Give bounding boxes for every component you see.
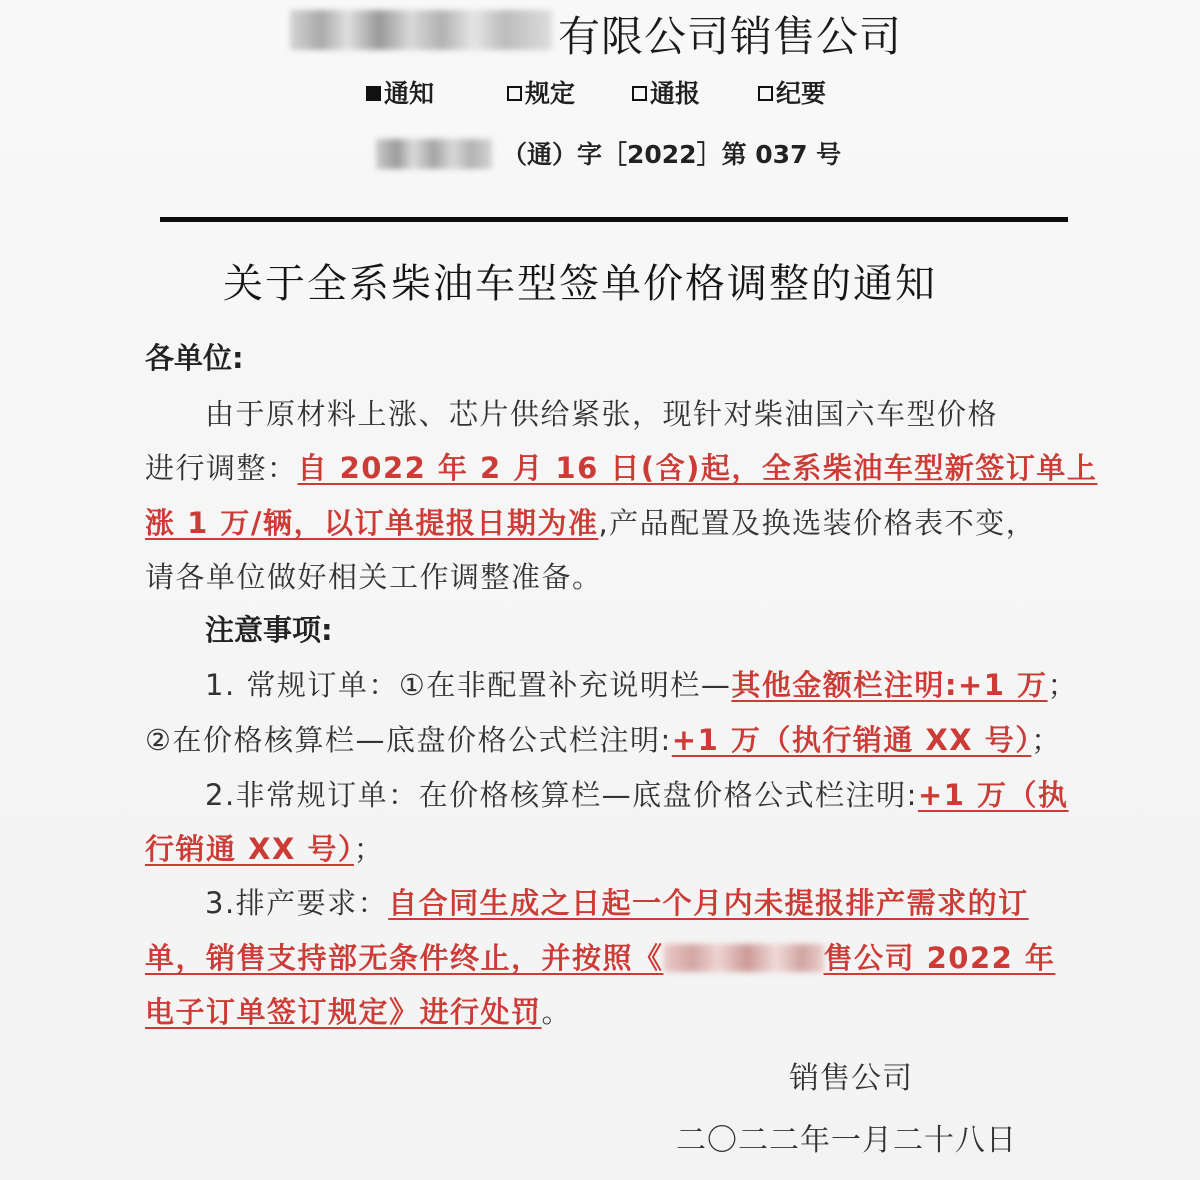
highlighted-text: 自合同生成之日起一个月内未提报排产需求的订 xyxy=(388,886,1029,920)
body-text: ； xyxy=(353,832,385,866)
highlighted-text: +1 万（执行销通 XX 号） xyxy=(671,723,1032,757)
redacted-company-prefix xyxy=(290,10,552,50)
checked-box-icon xyxy=(366,86,381,101)
header-divider xyxy=(160,217,1068,222)
note-item-3 xyxy=(205,881,1029,922)
highlighted-text: 单，销售支持部无条件终止，并按照《 xyxy=(145,941,664,975)
body-text: 1. 常规订单：①在非配置补充说明栏— xyxy=(205,668,732,702)
note-item-3-cont xyxy=(145,936,1055,977)
body-line-4 xyxy=(145,555,603,596)
notes-heading: 注意事项: xyxy=(205,613,333,647)
unchecked-box-icon xyxy=(632,86,647,101)
doc-type-bulletin xyxy=(632,74,700,110)
note-item-2 xyxy=(205,773,1069,814)
redacted-docno-prefix xyxy=(376,139,492,169)
note-item-1b xyxy=(145,718,1062,759)
unchecked-box-icon xyxy=(507,86,522,101)
signature-org: 销售公司 xyxy=(789,1061,913,1096)
body-text: ②在价格核算栏—底盘价格公式栏注明: xyxy=(145,723,672,757)
doc-type-label: 纪要 xyxy=(776,79,827,108)
doc-type-label: 规定 xyxy=(525,79,576,108)
body-line-3 xyxy=(145,501,1036,542)
highlighted-text: +1 万（执 xyxy=(917,778,1069,812)
body-line-2 xyxy=(145,446,1097,487)
highlighted-text: 电子订单签订规定》进行处罚 xyxy=(145,995,542,1029)
highlighted-text: 涨 1 万/辆，以订单提报日期为准 xyxy=(145,506,599,540)
body-text: ； xyxy=(1031,723,1062,757)
body-text: 3.排产要求： xyxy=(205,886,389,920)
note-item-1 xyxy=(205,663,1078,704)
highlighted-text: 行销通 XX 号） xyxy=(145,832,354,866)
highlighted-text: 售公司 2022 年 xyxy=(823,941,1056,975)
body-text: 2.非常规订单：在价格核算栏—底盘价格公式栏注明: xyxy=(205,778,918,812)
doc-type-minutes xyxy=(758,74,826,110)
unchecked-box-icon xyxy=(758,86,773,101)
body-text: ,产品配置及换选装价格表不变， xyxy=(598,506,1037,540)
redacted-company-in-text xyxy=(664,944,824,972)
body-text: 进行调整： xyxy=(145,451,298,485)
salutation: 各单位: xyxy=(145,341,244,375)
body-text: 。 xyxy=(541,995,573,1029)
highlighted-text: 其他金额栏注明:+1 万 xyxy=(731,668,1048,702)
signature-date: 二〇二二年一月二十八日 xyxy=(676,1123,1017,1158)
body-line-1 xyxy=(205,392,998,433)
notice-title: 关于全系柴油车型签单价格调整的通知 xyxy=(223,261,937,307)
doc-type-notice xyxy=(366,74,434,110)
doc-type-label: 通知 xyxy=(384,79,435,108)
body-text: 请各单位做好相关工作调整准备。 xyxy=(145,560,603,594)
doc-type-regulation xyxy=(507,74,575,110)
body-text: 由于原材料上涨、芯片供给紧张，现针对柴油国六车型价格 xyxy=(205,397,999,431)
note-item-3-cont2 xyxy=(145,990,572,1031)
highlighted-text: 自 2022 年 2 月 16 日(含)起，全系柴油车型新签订单上 xyxy=(297,451,1098,485)
company-name: 有限公司销售公司 xyxy=(558,12,903,61)
note-item-2-cont xyxy=(145,827,384,868)
body-text: ； xyxy=(1047,668,1079,702)
doc-number: （通）字［2022］第 037 号 xyxy=(502,140,842,169)
doc-type-label: 通报 xyxy=(650,79,701,108)
